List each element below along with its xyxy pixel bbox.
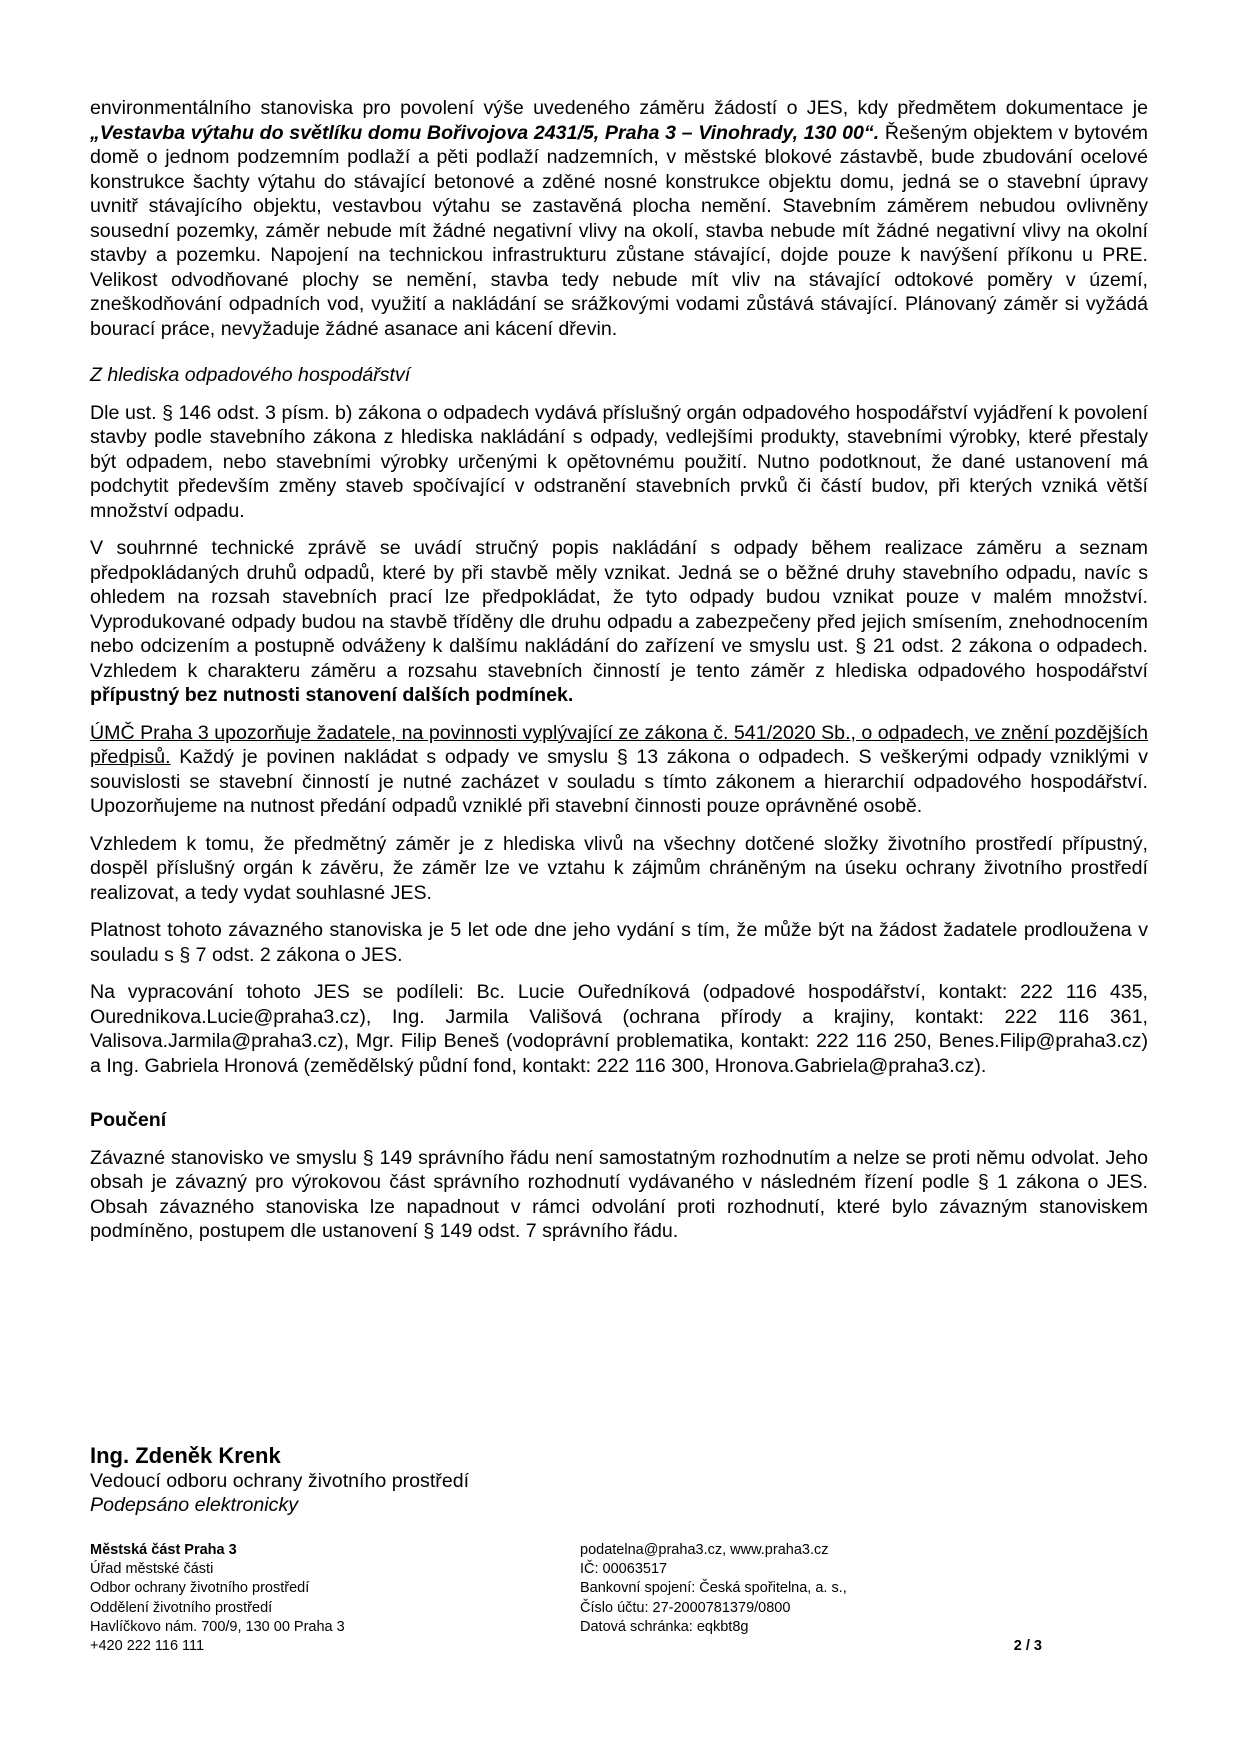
electronic-signature-note: Podepsáno elektronicky bbox=[90, 1494, 299, 1516]
paragraph-text: environmentálního stanoviska pro povolení výše uvedeného záměru žádostí o JES, kdy předmětem dokumentace je bbox=[90, 97, 1148, 119]
paragraph-conclusion: Vzhledem k tomu, že předmětný záměr je z hlediska vlivů na všechny dotčené složky životního prostředí přípustný, dospěl příslušný orgán k závěru, že záměr lze ve vztahu k zájmům chráněným na úseku ochrany životního prostředí realizovat, a tedy vydat souhlasné JES. bbox=[90, 832, 1148, 904]
footer-data-box: Datová schránka: eqkbt8g bbox=[580, 1618, 749, 1635]
footer-email-web: podatelna@praha3.cz, www.praha3.cz bbox=[580, 1542, 829, 1558]
footer-ic: IČ: 00063517 bbox=[580, 1561, 668, 1578]
footer-street-address: Havlíčkovo nám. 700/9, 130 00 Praha 3 bbox=[90, 1618, 345, 1635]
footer-office: Úřad městské části bbox=[90, 1561, 214, 1578]
section-heading-instruction: Poučení bbox=[90, 1109, 167, 1131]
paragraph-instruction: Závazné stanovisko ve smyslu § 149 správního řádu není samostatným rozhodnutím a nelze se proti němu odvolat. Jeho obsah je závazný pro výrokovou část správního rozhodnutí vydávaného v následném řízení podle § 1 zákona o JES. Obsah závazného stanoviska lze napadnout v rámci odvolání proti rozhodnutí, které bylo závazným stanoviskem podmíněno, postupem dle ustanovení § 149 odst. 7 správního řádu. bbox=[90, 1146, 1148, 1242]
footer-account: Číslo účtu: 27-2000781379/0800 bbox=[580, 1599, 791, 1616]
page-number: 2 / 3 bbox=[1013, 1638, 1042, 1654]
paragraph-waste-law: Dle ust. § 146 odst. 3 písm. b) zákona o odpadech vydává příslušný orgán odpadového hospodářství vyjádření k povolení stavby podle stavebního zákona z hlediska nakládání s odpady, vedlejšími produkty, stavebními výrobky, které přestaly být odpadem, nebo stavebními výrobky určenými k opětovnému použití. Nutno podotknout, že dané ustanovení má podchytit především změny staveb spočívající v odstranění stavebních prvků či částí budov, při kterých vzniká větší množství odpadu. bbox=[90, 401, 1148, 522]
paragraph-contributors: Na vypracování tohoto JES se podíleli: Bc. Lucie Ouředníková (odpadové hospodářství, kontakt: 222 116 435, Ourednikova.Lucie@praha3.cz), Ing. Jarmila Vališová (ochrana přírody a krajiny, kontakt: 222 116 361, Valisova.Jarmila@praha3.cz), Mgr. Filip Beneš (vodoprávní problematika, kontakt: 222 116 250, Benes.Filip@praha3.cz) a Ing. Gabriela Hronová (zemědělský půdní fond, kontakt: 222 116 300, Hronova.Gabriela@praha3.cz). bbox=[90, 981, 1148, 1077]
paragraph-validity: Platnost tohoto závazného stanoviska je 5 let ode dne jeho vydání s tím, že může být na žádost žadatele prodloužena v souladu s § 7 odst. 2 zákona o JES. bbox=[90, 919, 1148, 966]
footer-contacts bbox=[580, 1541, 1000, 1637]
footer-department: Odbor ochrany životního prostředí bbox=[90, 1580, 310, 1597]
project-title: „Vestavba výtahu do světlíku domu Bořivojova 2431/5, Praha 3 – Vinohrady, 130 00“. bbox=[90, 121, 880, 144]
signatory-name: Ing. Zdeněk Krenk bbox=[90, 1443, 281, 1468]
signature-block bbox=[90, 1443, 790, 1517]
paragraph-project-description bbox=[90, 96, 1148, 341]
footer-bank: Bankovní spojení: Česká spořitelna, a. s., bbox=[580, 1580, 847, 1597]
paragraph-text: Řešeným objektem v bytovém domě o jednom podzemním podlaží a pěti podlaží nadzemních, v městské blokové zástavbě, bude zbudování ocelové konstrukce šachty výtahu do stávající betonové a zděné nosné konstrukce objektu domu, jedná se o stavební úpravy uvnitř stávajícího objektu, vestavbou výtahu se zastavěná plocha nemění. Stavebním záměrem nebudou ovlivněny sousední pozemky, záměr nebude mít žádné negativní vlivy na okolí, stavba nebude mít žádné negativní vlivy na okolní stavby a pozemku. Napojení na technickou infrastrukturu zůstane stávající, dojde pouze k navýšení příkonu u PRE. Velikost odvodňované plochy se nemění, stavba tedy nebude mít vliv na stávající odtokové poměry v území, zneškodňování odpadních vod, využití a nakládání se srážkovými vodami zůstává stávající. Plánovaný záměr si vyžádá bourací práce, nevyžaduje žádné asanace ani kácení dřevin. bbox=[90, 121, 1148, 340]
waste-conclusion: přípustný bez nutnosti stanovení dalších podmínek. bbox=[90, 684, 574, 706]
paragraph-text: Každý je povinen nakládat s odpady ve smyslu § 13 zákona o odpadech. S veškerými odpady vzniklými v souvislosti se stavební činností je nutné zacházet v souladu s tímto zákonem a hierarchií odpadového hospodářství. Upozorňujeme na nutnost předání odpadů vzniklé při stavební činnosti pouze oprávněné osobě. bbox=[90, 746, 1148, 817]
footer-address bbox=[90, 1541, 540, 1656]
footer-section: Oddělení životního prostředí bbox=[90, 1599, 273, 1616]
document-body bbox=[90, 96, 1148, 1244]
section-heading-waste: Z hlediska odpadového hospodářství bbox=[90, 364, 411, 386]
footer-phone: +420 222 116 111 bbox=[90, 1638, 205, 1655]
paragraph-text: V souhrnné technické zprávě se uvádí stručný popis nakládání s odpady během realizace záměru a seznam předpokládaných druhů odpadů, které by při stavbě měly vznikat. Jedná se o běžné druhy stavebního odpadu, navíc s ohledem na rozsah stavebních prací lze předpokládat, že tyto odpady budou vznikat pouze v malém množství. Vyprodukované odpady budou na stavbě tříděny dle druhu odpadu a zabezpečeny před jejich smísením, znehodnocením nebo odcizením a postupně odváženy k dalšímu nakládání do zařízení ve smyslu ust. § 21 odst. 2 zákona o odpadech. Vzhledem k charakteru záměru a rozsahu stavebních činností je tento záměr z hlediska odpadového hospodářství bbox=[90, 537, 1148, 682]
signatory-role: Vedoucí odboru ochrany životního prostředí bbox=[90, 1470, 470, 1492]
footer-org-name: Městská část Praha 3 bbox=[90, 1542, 237, 1558]
waste-law-notice: ÚMČ Praha 3 upozorňuje žadatele, na povinnosti vyplývající ze zákona č. 541/2020 Sb., o odpadech, ve znění pozdějších předpisů. bbox=[90, 721, 1148, 768]
paragraph-waste-notice bbox=[90, 721, 1148, 819]
paragraph-waste-summary bbox=[90, 536, 1148, 708]
